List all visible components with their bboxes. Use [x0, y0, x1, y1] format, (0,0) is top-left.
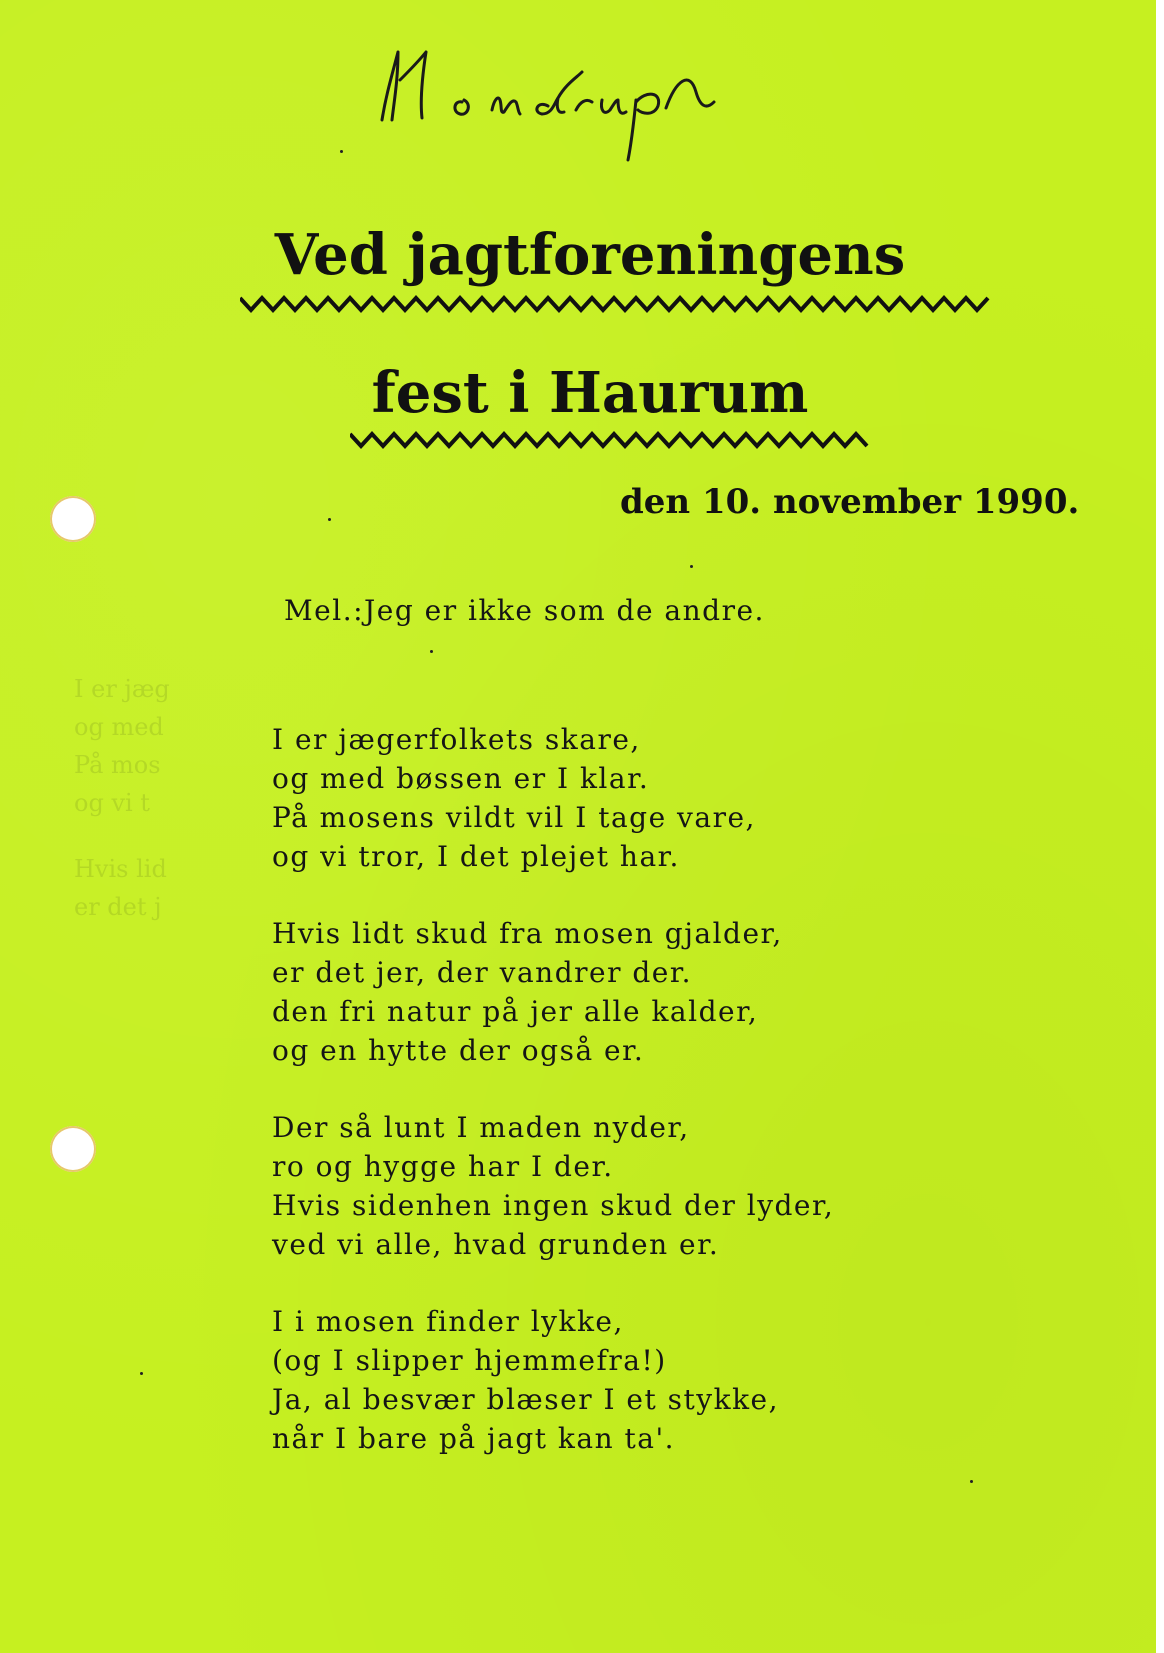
verse-line: ro og hygge har I der. [272, 1150, 614, 1183]
verse-line: og vi tror, I det plejet har. [272, 840, 680, 873]
title-line-1: Ved jagtforeningens [274, 222, 906, 288]
title-line-2: fest i Haurum [371, 360, 809, 426]
verse-line: Der så lunt I maden nyder, [272, 1111, 690, 1144]
verse-line: Hvis sidenhen ingen skud der lyder, [272, 1189, 835, 1222]
ink-speck [140, 1372, 143, 1375]
verse-line: På mosens vildt vil I tage vare, [272, 801, 756, 834]
verse-line: Hvis lidt skud fra mosen gjalder, [272, 917, 783, 950]
melody-note: Mel.:Jeg er ikke som de andre. [284, 594, 765, 627]
event-date: den 10. november 1990. [620, 482, 1080, 522]
punch-hole [50, 496, 96, 542]
stanza [272, 1108, 972, 1264]
show-through-text: I er jæg og med På mos og vi t Hvis lid er det j [74, 675, 170, 921]
stanza [272, 720, 972, 876]
ink-speck [328, 518, 331, 521]
ink-speck [430, 650, 433, 653]
stanza [272, 914, 972, 1070]
ink-speck [970, 1480, 973, 1483]
stanza [272, 1302, 972, 1458]
handwritten-signature [370, 40, 830, 170]
punch-hole [50, 1126, 96, 1172]
song-verses [272, 720, 972, 1496]
verse-line: (og I slipper hjemmefra!) [272, 1344, 667, 1377]
verse-line: og en hytte der også er. [272, 1034, 645, 1067]
verse-line: den fri natur på jer alle kalder, [272, 995, 759, 1028]
zigzag-underline [240, 294, 990, 314]
verse-line: I er jægerfolkets skare, [272, 723, 641, 756]
ink-speck [690, 565, 693, 568]
verse-line: og med bøssen er I klar. [272, 762, 650, 795]
verse-line: er det jer, der vandrer der. [272, 956, 693, 989]
verse-line: Ja, al besvær blæser I et stykke, [272, 1383, 780, 1416]
verse-line: når I bare på jagt kan ta'. [272, 1422, 676, 1455]
ink-speck [340, 150, 343, 153]
zigzag-underline [350, 430, 870, 450]
verse-line: ved vi alle, hvad grunden er. [272, 1228, 720, 1261]
verse-line: I i mosen finder lykke, [272, 1305, 624, 1338]
paper-edge [1156, 0, 1160, 1653]
